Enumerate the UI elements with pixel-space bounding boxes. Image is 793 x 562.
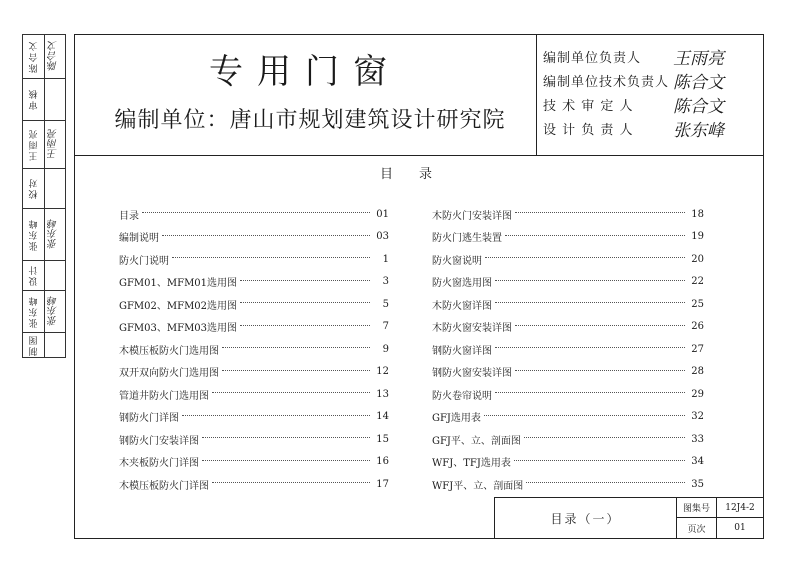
toc-entry-title: 木模压板防火门选用图 (119, 342, 222, 357)
role-label: 设 计 负 责 人 (543, 122, 634, 138)
strip-signature: 陈合文 (48, 41, 60, 72)
toc-right-column (432, 203, 704, 496)
toc-entry[interactable] (119, 361, 389, 384)
toc-entry[interactable] (432, 383, 704, 406)
toc-leader-dots (505, 235, 685, 236)
strip-signature: 张东峰 (48, 296, 60, 327)
strip-label: 审核 (29, 88, 40, 111)
toc-entry-page: 17 (372, 479, 389, 490)
toc-leader-dots (240, 302, 370, 303)
strip-cell-check (23, 169, 65, 209)
strip-signature: 张东峰 (48, 219, 60, 250)
toc-leader-dots (485, 257, 685, 258)
toc-entry[interactable] (119, 203, 389, 226)
responsibility-list (543, 44, 758, 140)
toc-entry-page: 35 (687, 479, 704, 490)
strip-signature: 王雨亮 (48, 129, 60, 160)
toc-leader-dots (495, 392, 685, 393)
toc-entry-title: GFM03、MFM03选用图 (119, 319, 240, 334)
toc-entry-page: 28 (687, 366, 704, 377)
responsibility-row (543, 116, 758, 140)
atlas-number-value: 12J4-2 (717, 498, 763, 518)
toc-leader-dots (524, 437, 685, 438)
toc-leader-dots (526, 482, 685, 483)
toc-entry-title: 防火门说明 (119, 252, 172, 267)
strip-cell-drafter-sig (23, 291, 65, 333)
toc-entry-title: 编制说明 (119, 229, 162, 244)
toc-left-column (119, 203, 389, 496)
toc-entry[interactable] (432, 203, 704, 226)
strip-cell-designer-sig (23, 209, 65, 261)
toc-entry[interactable] (432, 293, 704, 316)
toc-entry-title: 木模压板防火门详图 (119, 477, 212, 492)
toc-entry-title: WFJ平、立、剖面图 (432, 477, 526, 492)
toc-leader-dots (172, 257, 370, 258)
toc-entry[interactable] (119, 473, 389, 496)
toc-entry-page: 15 (372, 434, 389, 445)
strip-label: 校对 (29, 177, 40, 200)
toc-leader-dots (222, 370, 370, 371)
title-block (494, 497, 764, 539)
toc-entry-title: 防火门逃生装置 (432, 229, 505, 244)
toc-leader-dots (202, 437, 370, 438)
toc-leader-dots (182, 415, 370, 416)
role-label: 编制单位技术负责人 (543, 74, 670, 90)
toc-entry-title: 防火窗说明 (432, 252, 485, 267)
toc-entry-page: 7 (372, 321, 389, 332)
toc-leader-dots (142, 212, 370, 213)
strip-signature (45, 261, 63, 290)
strip-label: 王雨亮 (29, 128, 40, 161)
toc-entry[interactable] (432, 316, 704, 339)
toc-leader-dots (495, 280, 685, 281)
toc-leader-dots (240, 325, 370, 326)
toc-entry-title: 双开双向防火门选用图 (119, 364, 222, 379)
toc-entry-page: 22 (687, 276, 704, 287)
toc-entry-title: 木防火窗详图 (432, 297, 495, 312)
toc-entry-page: 26 (687, 321, 704, 332)
binding-strip (22, 34, 66, 358)
toc-leader-dots (222, 347, 370, 348)
role-signature: 陈合文 (673, 96, 724, 117)
toc-entry[interactable] (432, 271, 704, 294)
role-label: 编制单位负责人 (543, 50, 642, 66)
toc-entry-page: 5 (372, 299, 389, 310)
toc-entry-title: 管道井防火门选用图 (119, 387, 212, 402)
toc-entry-title: 钢防火门安装详图 (119, 432, 202, 447)
toc-entry-page: 33 (687, 434, 704, 445)
page-number-value: 01 (734, 523, 746, 533)
toc-entry-title: GFM02、MFM02选用图 (119, 297, 240, 312)
atlas-number-label: 图集号 (677, 498, 717, 518)
toc-entry-page: 14 (372, 411, 389, 422)
toc-entry[interactable] (432, 338, 704, 361)
responsibility-row (543, 68, 758, 92)
toc-entry-title: 目录 (119, 207, 142, 222)
page-title: 专用门窗 (209, 52, 401, 92)
role-signature: 张东峰 (673, 120, 724, 141)
toc-entry-page: 18 (687, 209, 704, 220)
toc-entry[interactable] (119, 451, 389, 474)
toc-entry-page: 29 (687, 389, 704, 400)
toc-entry-page: 3 (372, 276, 389, 287)
strip-label: 设计 (29, 264, 40, 287)
toc-entry-title: 木夹板防火门详图 (119, 454, 202, 469)
toc-entry-page: 25 (687, 299, 704, 310)
toc-leader-dots (212, 392, 370, 393)
toc-entry-page: 34 (687, 456, 704, 467)
role-signature: 王雨亮 (673, 48, 724, 69)
toc-entry-title: 防火卷帘说明 (432, 387, 495, 402)
toc-leader-dots (212, 482, 370, 483)
toc-leader-dots (162, 235, 370, 236)
toc-entry[interactable] (432, 451, 704, 474)
toc-leader-dots (515, 212, 685, 213)
strip-label: 张东峰 (29, 218, 40, 251)
toc-entry-page: 27 (687, 344, 704, 355)
strip-label: 陈合文 (29, 40, 40, 73)
toc-entry-page: 19 (687, 231, 704, 242)
toc-entry-page: 01 (372, 209, 389, 220)
toc-entry-title: 钢防火窗详图 (432, 342, 495, 357)
toc-leader-dots (202, 460, 370, 461)
toc-leader-dots (515, 370, 685, 371)
toc-entry-title: GFJ平、立、剖面图 (432, 432, 524, 447)
strip-label: 张东峰 (29, 295, 40, 328)
toc-leader-dots (495, 347, 685, 348)
responsibility-row (543, 44, 758, 68)
toc-entry[interactable] (119, 316, 389, 339)
toc-leader-dots (240, 280, 370, 281)
toc-entry[interactable] (432, 406, 704, 429)
toc-entry-page: 16 (372, 456, 389, 467)
toc-entry[interactable] (119, 293, 389, 316)
toc-entry[interactable] (119, 271, 389, 294)
toc-heading: 目录 (379, 167, 458, 182)
toc-entry[interactable] (432, 248, 704, 271)
toc-entry[interactable] (119, 406, 389, 429)
toc-entry-title: 木防火门安装详图 (432, 207, 515, 222)
strip-label: 制图 (29, 334, 40, 356)
toc-entry-title: 钢防火门详图 (119, 409, 182, 424)
strip-signature (45, 333, 63, 357)
responsibility-row (543, 92, 758, 116)
toc-entry-title: 木防火窗安装详图 (432, 319, 515, 334)
toc-entry-page: 13 (372, 389, 389, 400)
toc-entry[interactable] (119, 338, 389, 361)
sheet-title: 目录（一） (495, 498, 677, 538)
toc-entry-title: 钢防火窗安装详图 (432, 364, 515, 379)
toc-entry-title: 防火窗选用图 (432, 274, 495, 289)
toc-entry[interactable] (119, 383, 389, 406)
toc-entry[interactable] (432, 473, 704, 496)
role-label: 技 术 审 定 人 (543, 98, 634, 114)
toc-leader-dots (514, 460, 685, 461)
strip-signature (45, 169, 63, 208)
strip-cell-checker-sig (23, 121, 65, 169)
toc-entry-page: 03 (372, 231, 389, 242)
toc-leader-dots (484, 415, 685, 416)
strip-cell-design (23, 261, 65, 291)
strip-cell-drafting (23, 333, 65, 357)
header-divider (536, 34, 537, 156)
toc-entry[interactable] (432, 361, 704, 384)
toc-leader-dots (495, 302, 685, 303)
toc-entry-page: 9 (372, 344, 389, 355)
toc-leader-dots (515, 325, 685, 326)
toc-entry[interactable] (119, 226, 389, 249)
toc-entry-page: 1 (372, 254, 389, 265)
toc-entry[interactable] (432, 226, 704, 249)
toc-entry-title: GFJ选用表 (432, 409, 484, 424)
strip-cell-reviewer-sig (23, 35, 65, 79)
role-signature: 陈合文 (673, 72, 724, 93)
page-subtitle: 编制单位：唐山市规划建筑设计研究院 (114, 108, 506, 133)
toc-entry[interactable] (119, 428, 389, 451)
toc-entry-title: WFJ、TFJ选用表 (432, 454, 514, 469)
toc-entry-page: 32 (687, 411, 704, 422)
toc-entry[interactable] (119, 248, 389, 271)
toc-entry-title: GFM01、MFM01选用图 (119, 274, 240, 289)
toc-entry-page: 12 (372, 366, 389, 377)
page-number-label: 页次 (677, 518, 717, 538)
toc-entry-page: 20 (687, 254, 704, 265)
strip-cell-review (23, 79, 65, 121)
toc-entry[interactable] (432, 428, 704, 451)
strip-signature (45, 79, 63, 120)
